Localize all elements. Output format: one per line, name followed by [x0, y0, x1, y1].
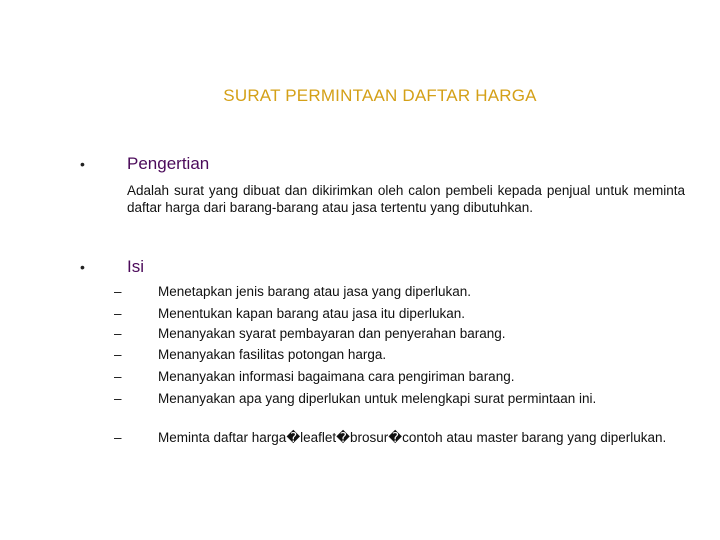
section-heading-isi: Isi [127, 257, 144, 276]
dash-icon: – [114, 326, 122, 341]
dash-icon: – [114, 284, 122, 299]
dash-icon: – [114, 369, 122, 384]
list-item: Menanyakan informasi bagaimana cara pengiriman barang. [158, 369, 515, 384]
list-item: Menetapkan jenis barang atau jasa yang diperlukan. [158, 284, 471, 299]
page-title: SURAT PERMINTAAN DAFTAR HARGA [223, 86, 537, 105]
dash-icon: – [114, 391, 122, 406]
dash-icon: – [114, 430, 122, 445]
definition-paragraph: Adalah surat yang dibuat dan dikirimkan oleh calon pembeli kepada penjual untuk meminta daftar harga dari barang-barang atau jasa tertentu yang dibutuhkan. [127, 183, 685, 215]
list-item: Menanyakan syarat pembayaran dan penyerahan barang. [158, 326, 506, 341]
list-item: Menentukan kapan barang atau jasa itu diperlukan. [158, 306, 465, 321]
list-item: Menanyakan fasilitas potongan harga. [158, 347, 387, 362]
list-item: Meminta daftar harga�leaflet�brosur�contoh atau master barang yang diperlukan. [158, 430, 667, 445]
section-heading-pengertian: Pengertian [127, 154, 210, 173]
dash-icon: – [114, 347, 122, 362]
bullet-icon: • [80, 259, 85, 275]
list-item: Menanyakan apa yang diperlukan untuk melengkapi surat permintaan ini. [158, 391, 597, 406]
bullet-icon: • [80, 156, 85, 172]
dash-icon: – [114, 306, 122, 321]
